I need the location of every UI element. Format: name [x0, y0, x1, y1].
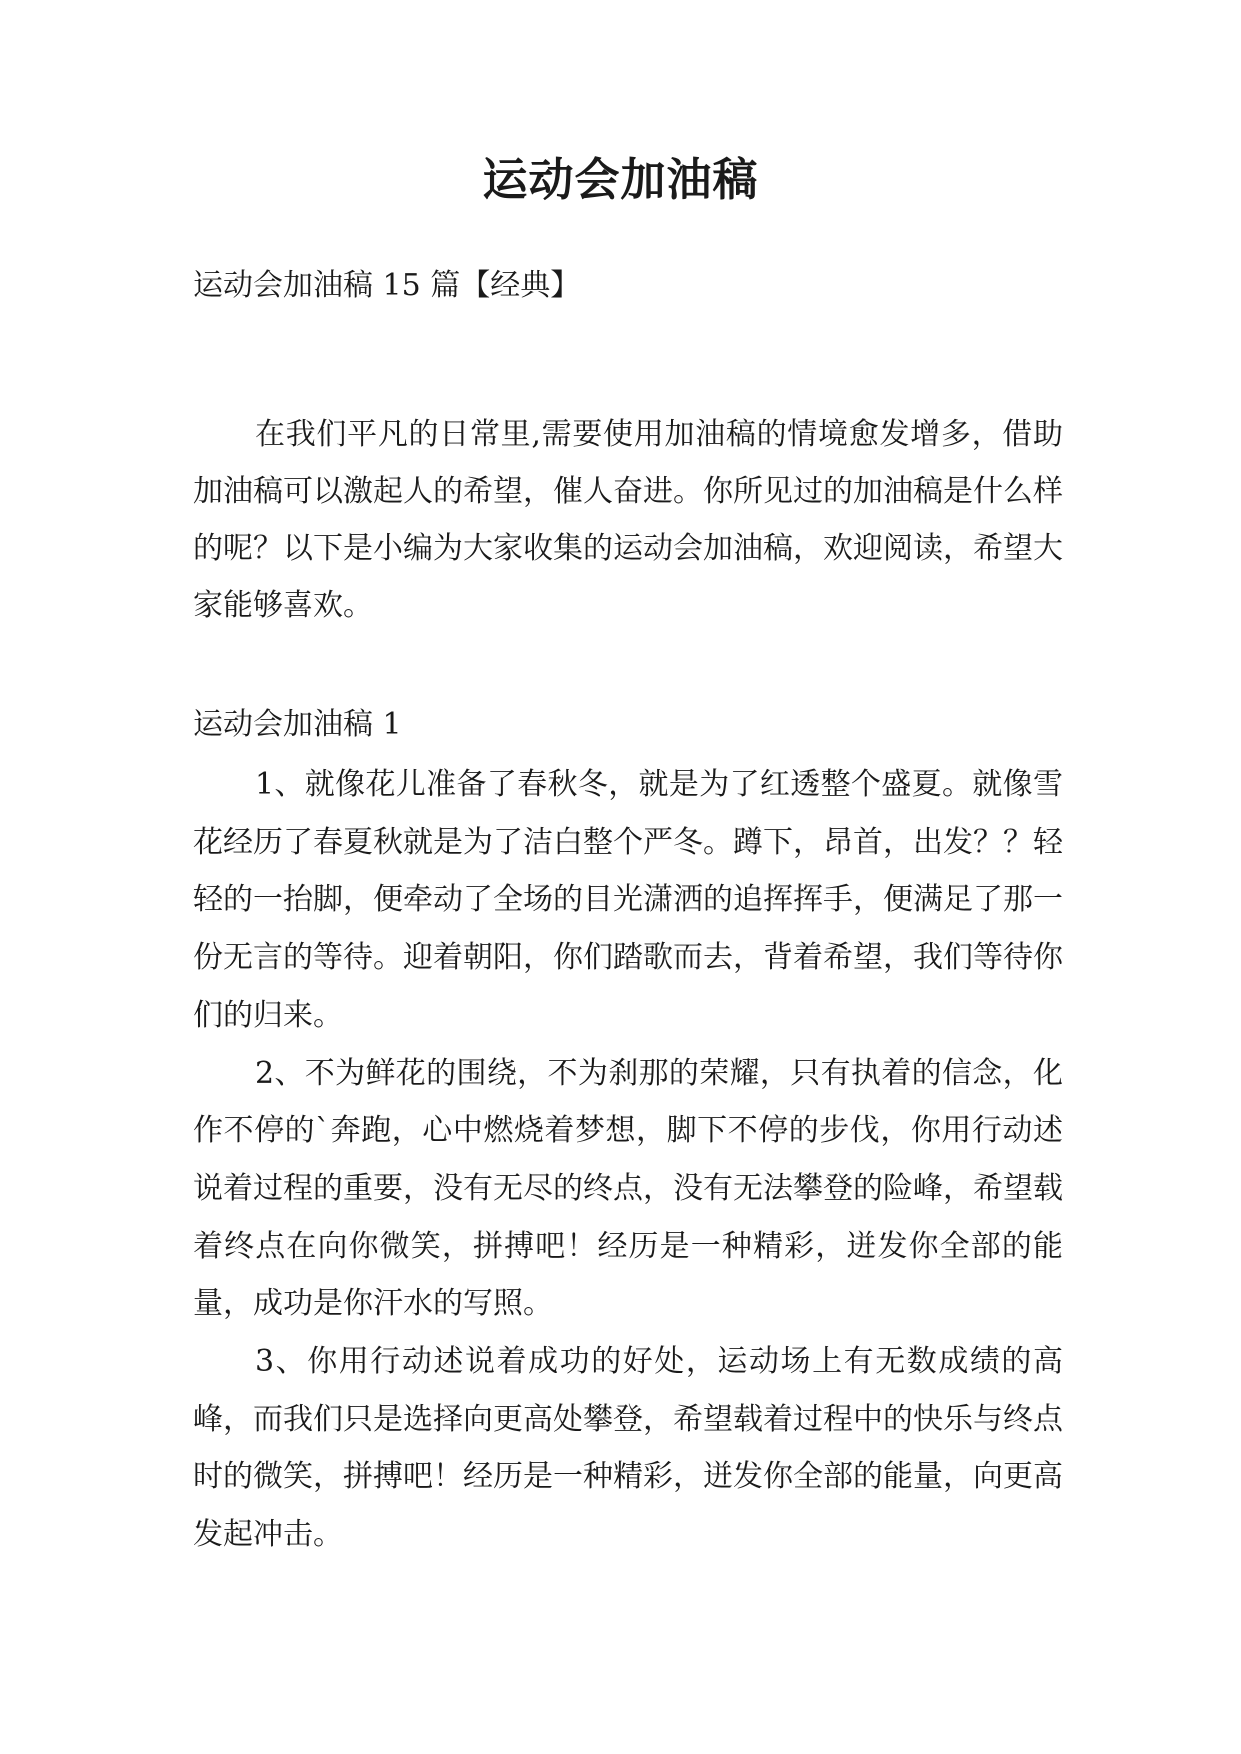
cheer-item-3: 3、你用行动述说着成功的好处，运动场上有无数成绩的高峰，而我们只是选择向更高处攀登，希望载着过程中的快乐与终点时的微笑，拼搏吧！经历是一种精彩，迸发你全部的能量，向更高发起冲击。 [193, 1344, 1063, 1553]
document-title: 运动会加油稿 [482, 153, 759, 206]
cheer-item-2: 2、不为鲜花的围绕，不为刹那的荣耀，只有执着的信念，化作不停的`奔跑，心中燃烧着梦想，脚下不停的步伐，你用行动述说着过程的重要，没有无尽的终点，没有无法攀登的险峰，希望载着终点在向你微笑，拼搏吧！经历是一种精彩，迸发你全部的能量，成功是你汗水的写照。 [193, 1055, 1063, 1322]
cheer-items [193, 756, 1063, 1564]
intro-paragraph: 在我们平凡的日常里,需要使用加油稿的情境愈发增多，借助加油稿可以激起人的希望，催人奋进。你所见过的加油稿是什么样的呢？以下是小编为大家收集的运动会加油稿，欢迎阅读，希望大家能够喜欢。 [193, 417, 1063, 623]
document-subtitle: 运动会加油稿 15 篇【经典】 [193, 268, 581, 303]
section-heading: 运动会加油稿 1 [193, 707, 402, 742]
cheer-item-1: 1、就像花儿准备了春秋冬，就是为了红透整个盛夏。就像雪花经历了春夏秋就是为了洁白整个严冬。蹲下，昂首，出发？？轻轻的一抬脚，便牵动了全场的目光潇洒的追挥挥手，便满足了那一份无言的等待。迎着朝阳，你们踏歌而去，背着希望，我们等待你们的归来。 [193, 767, 1063, 1033]
